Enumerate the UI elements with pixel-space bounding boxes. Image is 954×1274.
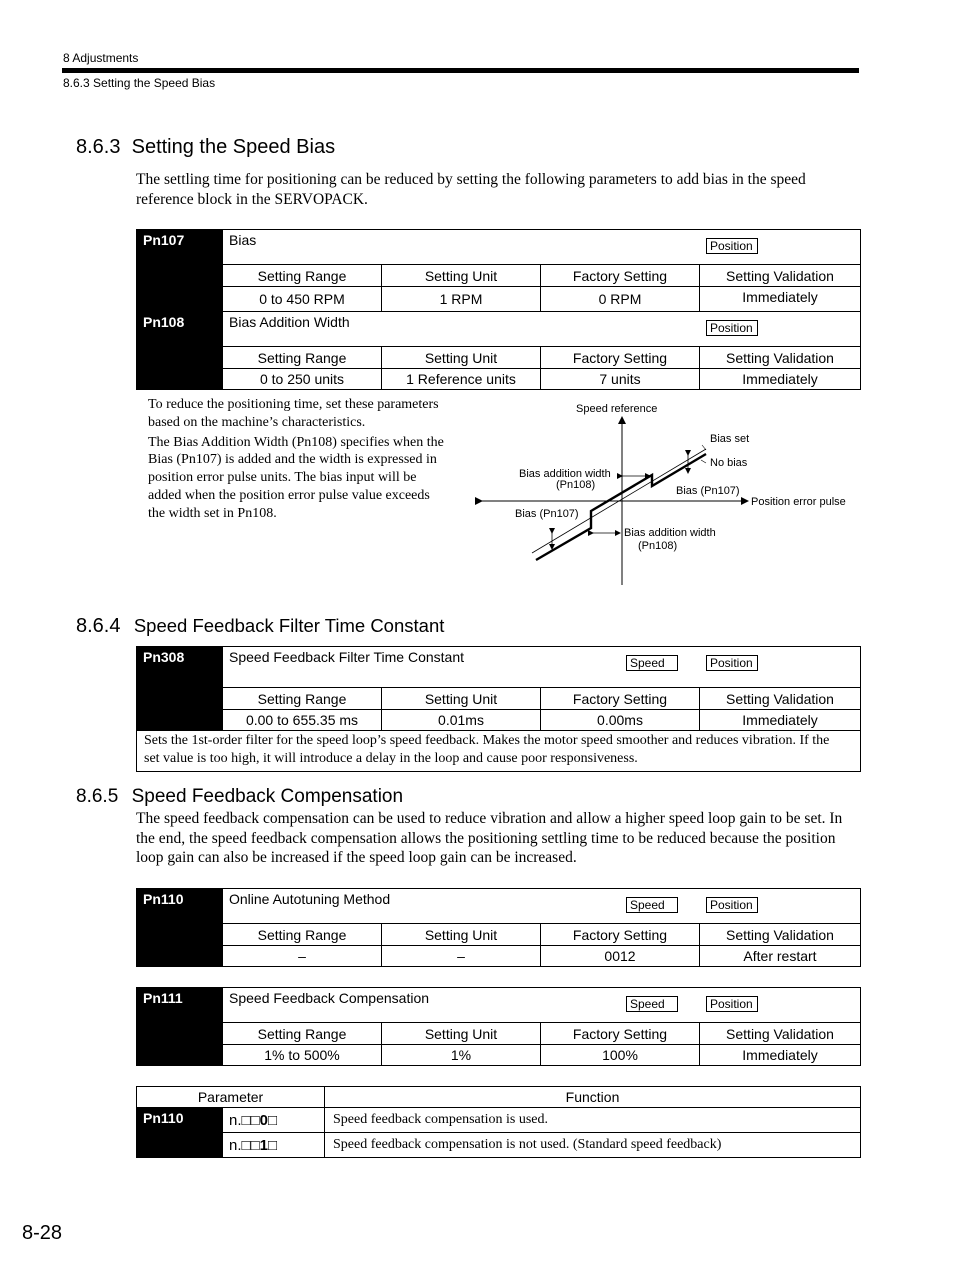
col-header-range: Setting Range <box>223 265 382 287</box>
col-header-validation: Setting Validation <box>700 688 861 710</box>
value-factory: 0 RPM <box>541 287 700 312</box>
label-speed-reference: Speed reference <box>576 403 658 415</box>
label-bias-addition-width-top: Bias addition width <box>519 468 611 480</box>
digit-box-icon: □□ <box>241 1111 260 1129</box>
value-range: – <box>223 946 382 967</box>
value-factory: 100% <box>541 1045 700 1066</box>
description-line: Sets the 1st-order filter for the speed loop’s speed feedback. Makes the motor speed smoother and reduces vibration. If the <box>144 733 830 748</box>
position-mode-tag: Position <box>706 655 758 671</box>
param-code: Pn308 <box>137 647 223 731</box>
col-header-factory: Factory Setting <box>541 688 700 710</box>
label-pn108-top: (Pn108) <box>556 479 596 491</box>
value-factory: 0012 <box>541 946 700 967</box>
col-header-unit: Setting Unit <box>382 924 541 946</box>
col-header-unit: Setting Unit <box>382 1023 541 1045</box>
col-header-validation: Setting Validation <box>700 924 861 946</box>
digit-box-icon: □ <box>267 1111 278 1129</box>
value-unit: 1% <box>382 1045 541 1066</box>
param-description <box>137 731 861 772</box>
intro-paragraph-863 <box>136 170 860 209</box>
param-code: Pn110 <box>137 1108 223 1158</box>
position-mode-tag: Position <box>706 996 758 1012</box>
param-table-pn107-pn108 <box>136 229 861 390</box>
col-header-factory: Factory Setting <box>541 924 700 946</box>
speed-mode-tag: Speed <box>626 897 678 913</box>
header-rule <box>62 68 859 73</box>
description-line: set value is too high, it will introduce a delay in the loop and cause poor responsiveness. <box>144 751 638 766</box>
param-name: Bias Addition Width <box>229 314 350 330</box>
position-mode-tag: Position <box>706 897 758 913</box>
col-header-unit: Setting Unit <box>382 265 541 287</box>
intro-paragraph-865 <box>136 809 866 868</box>
col-header-function: Function <box>325 1087 861 1108</box>
col-header-range: Setting Range <box>223 1023 382 1045</box>
digit-box-icon: □ <box>267 1136 278 1154</box>
param-name: Speed Feedback Compensation <box>229 990 430 1006</box>
col-header-unit: Setting Unit <box>382 688 541 710</box>
col-header-range: Setting Range <box>223 924 382 946</box>
col-header-validation: Setting Validation <box>700 347 861 369</box>
value-range: 0 to 250 units <box>223 369 382 390</box>
param-name-cell <box>223 647 861 688</box>
param-name: Online Autotuning Method <box>229 891 391 907</box>
explain-line: position error pulse units. The bias input will be <box>148 470 417 486</box>
label-no-bias: No bias <box>710 457 748 469</box>
setting-code-0 <box>223 1108 325 1133</box>
position-mode-tag: Position <box>706 238 758 254</box>
section-number: 8.6.5 <box>76 786 119 807</box>
label-bias-addition-width-bottom: Bias addition width <box>624 527 716 539</box>
param-table-pn110 <box>136 888 861 967</box>
explain-line: To reduce the positioning time, set these parameters <box>148 397 439 412</box>
col-header-parameter: Parameter <box>137 1087 325 1108</box>
chapter-header: 8 Adjustments <box>63 51 139 65</box>
intro-line: The speed feedback compensation can be used to reduce vibration and allow a higher speed loop gain to be set. In <box>136 810 843 827</box>
intro-line: loop gain can also be increased if the speed loop gain can be increased. <box>136 849 577 866</box>
intro-line: the end, the speed feedback compensation allows the positioning settling time to be reduced because the position <box>136 829 836 847</box>
value-validation: Immediately <box>700 710 861 731</box>
value-validation: Immediately <box>700 369 861 390</box>
setting-description: Speed feedback compensation is not used. (Standard speed feedback) <box>325 1133 861 1158</box>
label-pn108-bottom: (Pn108) <box>638 540 678 552</box>
param-code: Pn111 <box>137 988 223 1066</box>
param-name-cell <box>223 230 861 265</box>
bias-explanation <box>148 396 468 523</box>
section-heading-863 <box>76 136 335 159</box>
col-header-validation: Setting Validation <box>700 265 861 287</box>
label-bias-pn107-left: Bias (Pn107) <box>515 508 579 520</box>
explain-line: based on the machine’s characteristics. <box>148 414 366 430</box>
section-title: Setting the Speed Bias <box>131 136 336 158</box>
digit-box-icon: □□ <box>241 1136 260 1154</box>
value-unit: 1 Reference units <box>382 369 541 390</box>
setting-description: Speed feedback compensation is used. <box>325 1108 861 1133</box>
label-bias-set: Bias set <box>710 433 750 445</box>
param-name-cell <box>223 312 861 347</box>
pn110-function-table <box>136 1086 861 1158</box>
value-unit: 0.01ms <box>382 710 541 731</box>
col-header-range: Setting Range <box>223 688 382 710</box>
page-number: 8-28 <box>22 1222 63 1244</box>
speed-bias-diagram <box>470 395 865 590</box>
param-table-pn111 <box>136 987 861 1066</box>
param-name: Speed Feedback Filter Time Constant <box>229 649 465 665</box>
section-heading-865 <box>76 781 403 809</box>
value-validation: After restart <box>700 946 861 967</box>
param-name-cell <box>223 988 861 1023</box>
value-validation: Immediately <box>700 1045 861 1066</box>
speed-mode-tag: Speed <box>626 996 678 1012</box>
section-title: Speed Feedback Filter Time Constant <box>133 615 445 636</box>
setting-digit: 0 <box>259 1111 268 1129</box>
param-code: Pn108 <box>137 312 223 390</box>
setting-prefix: n. <box>229 1136 242 1154</box>
section-number: 8.6.3 <box>76 136 121 158</box>
explain-line: Bias (Pn107) is added and the width is expressed in <box>148 452 437 468</box>
col-header-factory: Factory Setting <box>541 265 700 287</box>
label-bias-pn107-right: Bias (Pn107) <box>676 485 740 497</box>
value-validation: Immediately <box>700 287 861 312</box>
col-header-unit: Setting Unit <box>382 347 541 369</box>
param-table-pn308 <box>136 646 861 772</box>
explain-line: the width set in Pn108. <box>148 505 277 521</box>
value-factory: 0.00ms <box>541 710 700 731</box>
col-header-factory: Factory Setting <box>541 1023 700 1045</box>
section-header: 8.6.3 Setting the Speed Bias <box>63 76 216 90</box>
param-code: Pn110 <box>137 889 223 967</box>
value-range: 0.00 to 655.35 ms <box>223 710 382 731</box>
explain-line: added when the position error pulse value exceeds <box>148 487 430 503</box>
label-position-error-pulse: Position error pulse <box>751 496 846 508</box>
position-mode-tag: Position <box>706 320 758 336</box>
value-range: 1% to 500% <box>223 1045 382 1066</box>
param-name-cell <box>223 889 861 924</box>
intro-line: reference block in the SERVOPACK. <box>136 190 368 208</box>
col-header-factory: Factory Setting <box>541 347 700 369</box>
section-number: 8.6.4 <box>76 615 121 637</box>
speed-mode-tag: Speed <box>626 655 678 671</box>
setting-code-1 <box>223 1133 325 1158</box>
explain-line: The Bias Addition Width (Pn108) specifies when the <box>148 434 444 450</box>
param-name: Bias <box>229 232 257 248</box>
col-header-range: Setting Range <box>223 347 382 369</box>
section-title: Speed Feedback Compensation <box>131 786 404 807</box>
section-heading-864 <box>76 611 444 639</box>
value-unit: – <box>382 946 541 967</box>
value-unit: 1 RPM <box>382 287 541 312</box>
value-factory: 7 units <box>541 369 700 390</box>
setting-digit: 1 <box>259 1136 268 1154</box>
param-code: Pn107 <box>137 230 223 312</box>
setting-prefix: n. <box>229 1111 242 1129</box>
intro-line: The settling time for positioning can be reduced by setting the following parameters to add bias in the speed <box>136 171 806 188</box>
col-header-validation: Setting Validation <box>700 1023 861 1045</box>
value-range: 0 to 450 RPM <box>223 287 382 312</box>
